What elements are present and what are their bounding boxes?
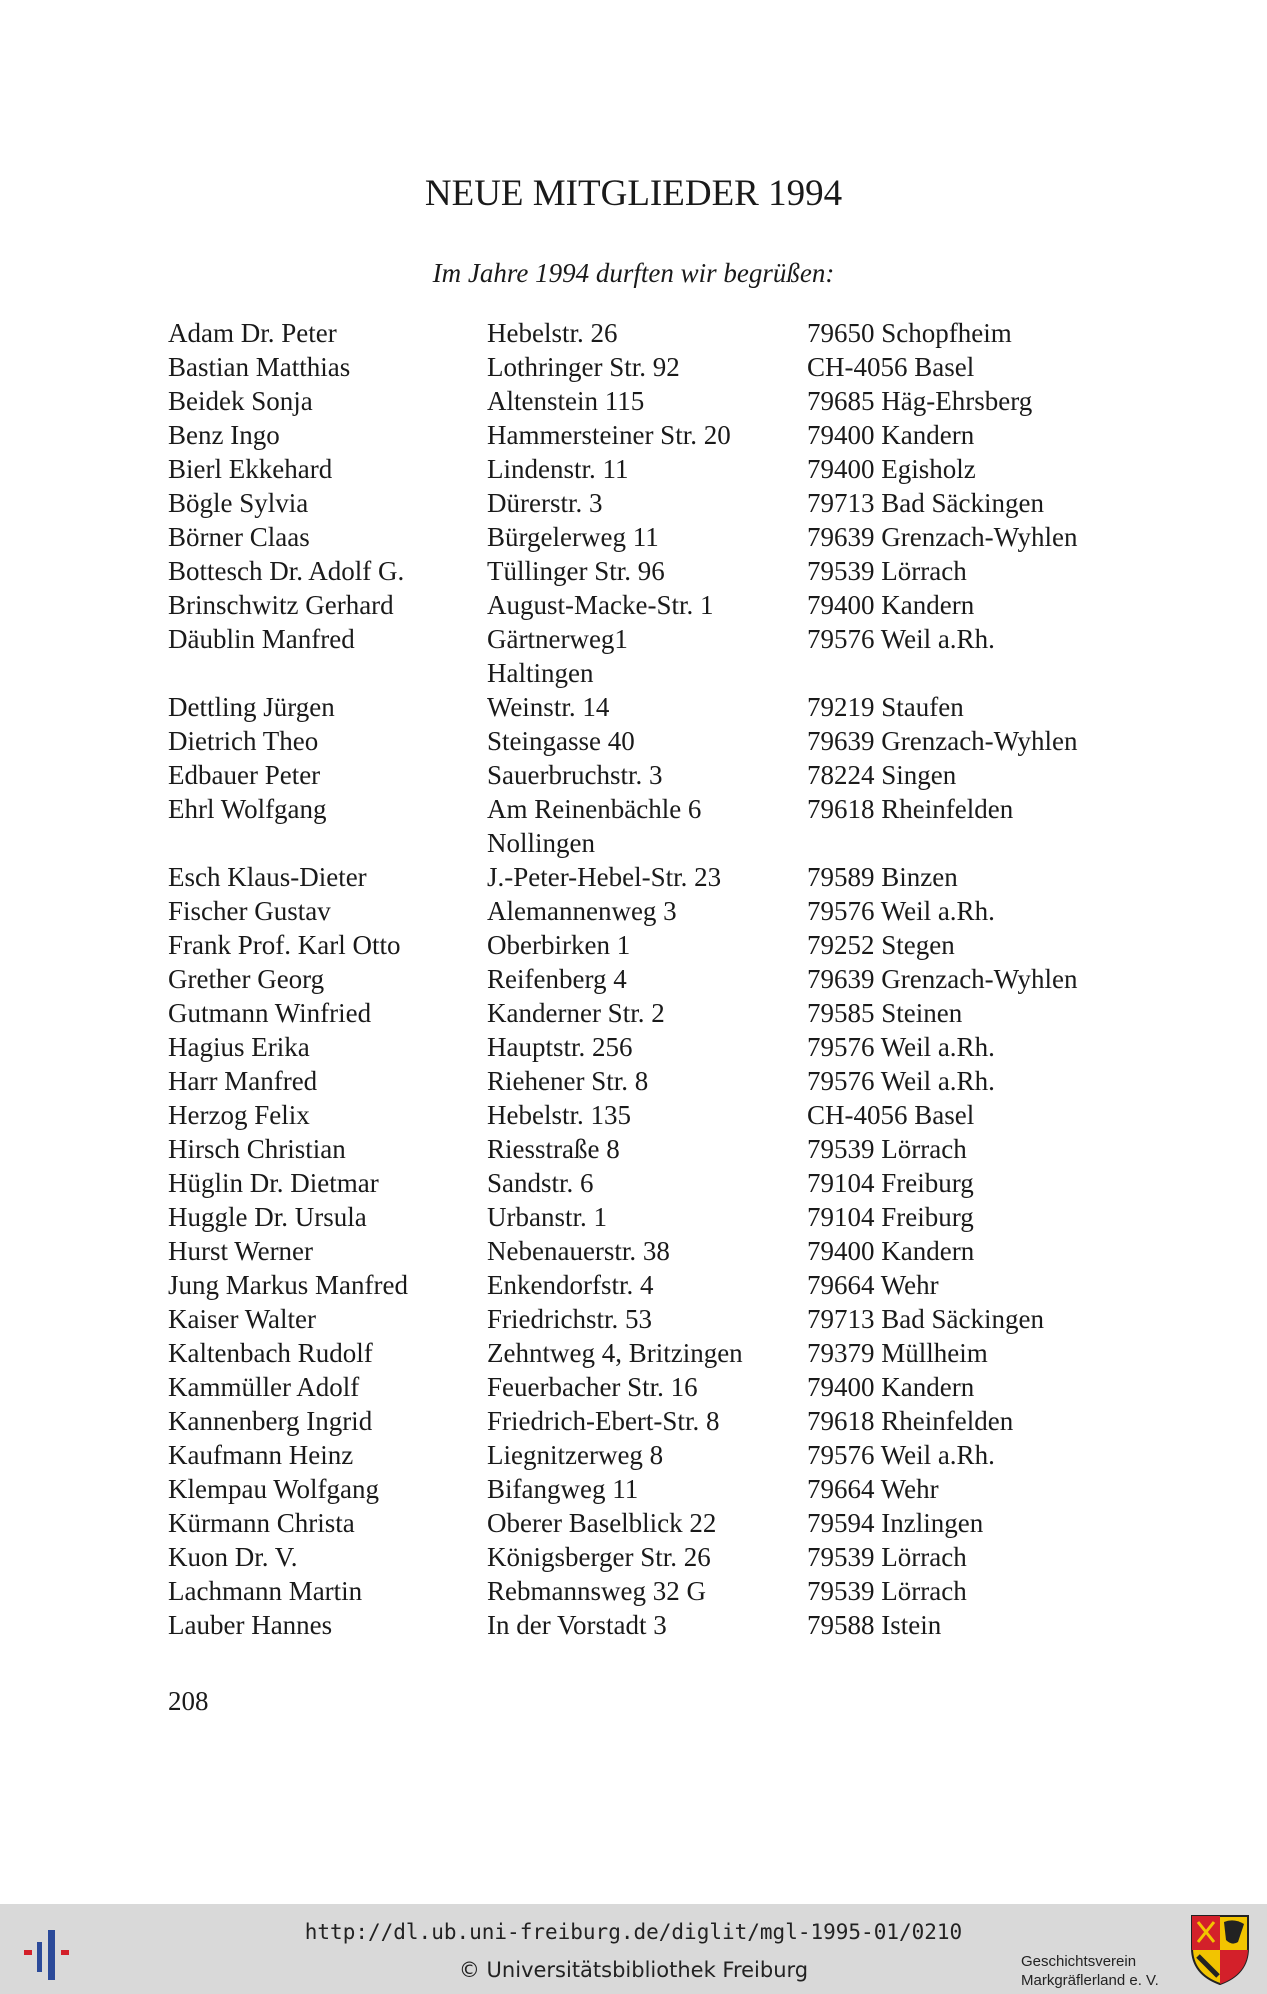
member-name: Klempau Wolfgang bbox=[168, 1474, 380, 1504]
member-name: Ehrl Wolfgang bbox=[168, 794, 327, 824]
member-street-line: Lothringer Str. 92 bbox=[487, 352, 680, 382]
member-street bbox=[487, 996, 665, 1030]
member-name: Hüglin Dr. Dietmar bbox=[168, 1168, 379, 1198]
member-street-line: Hammersteiner Str. 20 bbox=[487, 420, 731, 450]
member-row bbox=[168, 1370, 1128, 1404]
member-name: Brinschwitz Gerhard bbox=[168, 590, 394, 620]
member-city: 79618 Rheinfelden bbox=[807, 1406, 1014, 1436]
member-name: Adam Dr. Peter bbox=[168, 318, 337, 348]
member-street-line: Haltingen bbox=[487, 658, 594, 688]
member-street bbox=[487, 1336, 743, 1370]
member-street-line: Hebelstr. 135 bbox=[487, 1100, 631, 1130]
member-street-line: Hebelstr. 26 bbox=[487, 318, 618, 348]
member-street bbox=[487, 622, 628, 690]
page-number: 208 bbox=[168, 1686, 209, 1716]
member-street bbox=[487, 1540, 711, 1574]
member-row bbox=[168, 316, 1128, 350]
member-street bbox=[487, 928, 630, 962]
page-title: NEUE MITGLIEDER 1994 bbox=[424, 173, 843, 214]
member-street-line: Urbanstr. 1 bbox=[487, 1202, 607, 1232]
member-name: Dietrich Theo bbox=[168, 726, 319, 756]
member-city: 79639 Grenzach-Wyhlen bbox=[807, 726, 1078, 756]
member-name: Bastian Matthias bbox=[168, 352, 351, 382]
member-street-line: Friedrich-Ebert-Str. 8 bbox=[487, 1406, 720, 1436]
member-street bbox=[487, 758, 662, 792]
member-name: Huggle Dr. Ursula bbox=[168, 1202, 367, 1232]
coat-of-arms-icon bbox=[1188, 1912, 1252, 1986]
member-street bbox=[487, 1166, 594, 1200]
member-street bbox=[487, 418, 731, 452]
member-name: Hurst Werner bbox=[168, 1236, 314, 1266]
member-name: Börner Claas bbox=[168, 522, 310, 552]
member-city: 78224 Singen bbox=[807, 760, 957, 790]
member-street-line: Altenstein 115 bbox=[487, 386, 645, 416]
member-street bbox=[487, 894, 677, 928]
member-city: 79104 Freiburg bbox=[807, 1168, 974, 1198]
member-name: Bögle Sylvia bbox=[168, 488, 309, 518]
member-name: Herzog Felix bbox=[168, 1100, 310, 1130]
member-street bbox=[487, 1234, 670, 1268]
member-city: CH-4056 Basel bbox=[807, 1100, 975, 1130]
member-row bbox=[168, 1336, 1128, 1370]
member-street-line: In der Vorstadt 3 bbox=[487, 1610, 667, 1640]
member-row bbox=[168, 1030, 1128, 1064]
member-row bbox=[168, 1200, 1128, 1234]
member-row bbox=[168, 554, 1128, 588]
member-street bbox=[487, 1098, 631, 1132]
member-row bbox=[168, 962, 1128, 996]
member-city: 79664 Wehr bbox=[807, 1474, 939, 1504]
member-name: Dettling Jürgen bbox=[168, 692, 335, 722]
member-row bbox=[168, 894, 1128, 928]
member-row bbox=[168, 520, 1128, 554]
member-row bbox=[168, 1472, 1128, 1506]
member-street-line: Am Reinenbächle 6 bbox=[487, 794, 702, 824]
member-row bbox=[168, 1404, 1128, 1438]
member-street-line: Kanderner Str. 2 bbox=[487, 998, 665, 1028]
member-street bbox=[487, 350, 680, 384]
member-street bbox=[487, 1302, 652, 1336]
member-row bbox=[168, 1098, 1128, 1132]
member-row bbox=[168, 1302, 1128, 1336]
member-row bbox=[168, 792, 1128, 860]
member-city: 79539 Lörrach bbox=[807, 1542, 967, 1572]
member-street bbox=[487, 1030, 633, 1064]
member-row bbox=[168, 1438, 1128, 1472]
member-street-line: Königsberger Str. 26 bbox=[487, 1542, 711, 1572]
member-name: Frank Prof. Karl Otto bbox=[168, 930, 401, 960]
member-name: Benz Ingo bbox=[168, 420, 280, 450]
member-city: 79539 Lörrach bbox=[807, 1576, 967, 1606]
member-city: 79400 Kandern bbox=[807, 420, 975, 450]
member-city: 79400 Kandern bbox=[807, 1372, 975, 1402]
member-row bbox=[168, 418, 1128, 452]
member-street-line: Liegnitzerweg 8 bbox=[487, 1440, 664, 1470]
member-name: Hagius Erika bbox=[168, 1032, 310, 1062]
member-city: 79400 Egisholz bbox=[807, 454, 976, 484]
member-row bbox=[168, 690, 1128, 724]
member-street-line: Sauerbruchstr. 3 bbox=[487, 760, 663, 790]
member-city: 79639 Grenzach-Wyhlen bbox=[807, 964, 1078, 994]
member-street bbox=[487, 1370, 698, 1404]
member-name: Kannenberg Ingrid bbox=[168, 1406, 373, 1436]
member-street-line: Friedrichstr. 53 bbox=[487, 1304, 652, 1334]
member-row bbox=[168, 724, 1128, 758]
member-name: Kaiser Walter bbox=[168, 1304, 317, 1334]
member-street bbox=[487, 520, 659, 554]
member-street bbox=[487, 1268, 653, 1302]
member-name: Beidek Sonja bbox=[168, 386, 313, 416]
member-street-line: Steingasse 40 bbox=[487, 726, 635, 756]
footer-bar bbox=[0, 1904, 1267, 1994]
member-row bbox=[168, 758, 1128, 792]
member-city: 79219 Staufen bbox=[807, 692, 964, 722]
member-street bbox=[487, 1132, 620, 1166]
member-city: 79713 Bad Säckingen bbox=[807, 488, 1044, 518]
member-row bbox=[168, 1540, 1128, 1574]
member-row bbox=[168, 1608, 1128, 1642]
member-city: 79585 Steinen bbox=[807, 998, 963, 1028]
member-street bbox=[487, 1064, 648, 1098]
member-row bbox=[168, 452, 1128, 486]
member-street-line: Gärtnerweg1 bbox=[487, 624, 628, 654]
member-name: Kürmann Christa bbox=[168, 1508, 355, 1538]
member-street-line: Zehntweg 4, Britzingen bbox=[487, 1338, 743, 1368]
member-street-line: Rebmannsweg 32 G bbox=[487, 1576, 706, 1606]
member-row bbox=[168, 1574, 1128, 1608]
member-city: 79589 Binzen bbox=[807, 862, 958, 892]
member-name: Kuon Dr. V. bbox=[168, 1542, 298, 1572]
member-street bbox=[487, 962, 627, 996]
member-street-line: Riehener Str. 8 bbox=[487, 1066, 649, 1096]
member-name: Grether Georg bbox=[168, 964, 325, 994]
member-name: Hirsch Christian bbox=[168, 1134, 346, 1164]
member-name: Edbauer Peter bbox=[168, 760, 321, 790]
member-street-line: Alemannenweg 3 bbox=[487, 896, 677, 926]
member-street bbox=[487, 1438, 663, 1472]
member-row bbox=[168, 384, 1128, 418]
member-row bbox=[168, 588, 1128, 622]
member-row bbox=[168, 350, 1128, 384]
member-city: 79713 Bad Säckingen bbox=[807, 1304, 1044, 1334]
member-street-line: Oberer Baselblick 22 bbox=[487, 1508, 717, 1538]
member-name: Gutmann Winfried bbox=[168, 998, 372, 1028]
member-street-line: Feuerbacher Str. 16 bbox=[487, 1372, 698, 1402]
member-street bbox=[487, 1200, 607, 1234]
member-city: 79252 Stegen bbox=[807, 930, 955, 960]
member-city: 79664 Wehr bbox=[807, 1270, 939, 1300]
member-street bbox=[487, 452, 629, 486]
member-name: Kaufmann Heinz bbox=[168, 1440, 354, 1470]
member-city: 79576 Weil a.Rh. bbox=[807, 896, 995, 926]
member-street-line: Weinstr. 14 bbox=[487, 692, 610, 722]
member-row bbox=[168, 1234, 1128, 1268]
member-street bbox=[487, 690, 609, 724]
member-street-line: Bürgelerweg 11 bbox=[487, 522, 659, 552]
member-name: Kammüller Adolf bbox=[168, 1372, 360, 1402]
member-street-line: J.-Peter-Hebel-Str. 23 bbox=[487, 862, 722, 892]
member-street-line: Hauptstr. 256 bbox=[487, 1032, 633, 1062]
member-city: 79576 Weil a.Rh. bbox=[807, 1066, 995, 1096]
member-street-line: August-Macke-Str. 1 bbox=[487, 590, 714, 620]
footer-url-link[interactable]: http://dl.ub.uni-freiburg.de/diglit/mgl-1995-01/0210 bbox=[304, 1920, 963, 1944]
member-city: 79685 Häg-Ehrsberg bbox=[807, 386, 1033, 416]
member-name: Harr Manfred bbox=[168, 1066, 318, 1096]
member-city: 79400 Kandern bbox=[807, 1236, 975, 1266]
footer-society-name bbox=[1021, 1952, 1159, 1990]
member-street bbox=[487, 792, 701, 860]
member-row bbox=[168, 1064, 1128, 1098]
member-street-line: Tüllinger Str. 96 bbox=[487, 556, 665, 586]
member-city: CH-4056 Basel bbox=[807, 352, 975, 382]
member-name: Jung Markus Manfred bbox=[168, 1270, 408, 1300]
member-name: Bottesch Dr. Adolf G. bbox=[168, 556, 405, 586]
member-city: 79576 Weil a.Rh. bbox=[807, 1440, 995, 1470]
member-city: 79588 Istein bbox=[807, 1610, 942, 1640]
member-city: 79400 Kandern bbox=[807, 590, 975, 620]
member-name: Däublin Manfred bbox=[168, 624, 355, 654]
member-name: Esch Klaus-Dieter bbox=[168, 862, 367, 892]
member-city: 79618 Rheinfelden bbox=[807, 794, 1014, 824]
member-name: Bierl Ekkehard bbox=[168, 454, 333, 484]
member-city: 79379 Müllheim bbox=[807, 1338, 988, 1368]
member-city: 79104 Freiburg bbox=[807, 1202, 974, 1232]
page-subtitle: Im Jahre 1994 durften wir begrüßen: bbox=[432, 258, 835, 288]
member-city: 79539 Lörrach bbox=[807, 556, 967, 586]
member-street bbox=[487, 1472, 638, 1506]
society-line-2: Markgräflerland e. V. bbox=[1021, 1972, 1159, 1989]
member-street-line: Enkendorfstr. 4 bbox=[487, 1270, 654, 1300]
member-street-line: Oberbirken 1 bbox=[487, 930, 631, 960]
member-street-line: Lindenstr. 11 bbox=[487, 454, 629, 484]
member-city: 79594 Inzlingen bbox=[807, 1508, 984, 1538]
member-row bbox=[168, 1166, 1128, 1200]
member-street-line: Nollingen bbox=[487, 828, 595, 858]
member-street-line: Dürerstr. 3 bbox=[487, 488, 603, 518]
member-name: Lachmann Martin bbox=[168, 1576, 363, 1606]
member-street bbox=[487, 724, 635, 758]
member-city: 79650 Schopfheim bbox=[807, 318, 1012, 348]
member-name: Kaltenbach Rudolf bbox=[168, 1338, 373, 1368]
member-street bbox=[487, 554, 665, 588]
member-row bbox=[168, 996, 1128, 1030]
footer-copyright: © Universitätsbibliothek Freiburg bbox=[458, 1958, 809, 1982]
member-street bbox=[487, 316, 617, 350]
member-city: 79539 Lörrach bbox=[807, 1134, 967, 1164]
member-list bbox=[168, 316, 1128, 1642]
member-row bbox=[168, 928, 1128, 962]
member-street bbox=[487, 1404, 719, 1438]
member-row bbox=[168, 860, 1128, 894]
society-line-1: Geschichtsverein bbox=[1021, 1953, 1137, 1970]
member-street-line: Reifenberg 4 bbox=[487, 964, 627, 994]
member-row bbox=[168, 622, 1128, 690]
member-street bbox=[487, 1608, 667, 1642]
member-street bbox=[487, 860, 721, 894]
member-city: 79639 Grenzach-Wyhlen bbox=[807, 522, 1078, 552]
member-row bbox=[168, 1506, 1128, 1540]
member-row bbox=[168, 486, 1128, 520]
member-street bbox=[487, 1574, 706, 1608]
member-name: Lauber Hannes bbox=[168, 1610, 333, 1640]
member-street-line: Bifangweg 11 bbox=[487, 1474, 639, 1504]
member-street-line: Sandstr. 6 bbox=[487, 1168, 594, 1198]
member-street-line: Riesstraße 8 bbox=[487, 1134, 620, 1164]
member-street-line: Nebenauerstr. 38 bbox=[487, 1236, 670, 1266]
member-name: Fischer Gustav bbox=[168, 896, 331, 926]
member-street bbox=[487, 1506, 716, 1540]
member-street bbox=[487, 588, 713, 622]
member-city: 79576 Weil a.Rh. bbox=[807, 624, 995, 654]
member-row bbox=[168, 1268, 1128, 1302]
member-street bbox=[487, 384, 644, 418]
member-street bbox=[487, 486, 602, 520]
member-row bbox=[168, 1132, 1128, 1166]
member-city: 79576 Weil a.Rh. bbox=[807, 1032, 995, 1062]
